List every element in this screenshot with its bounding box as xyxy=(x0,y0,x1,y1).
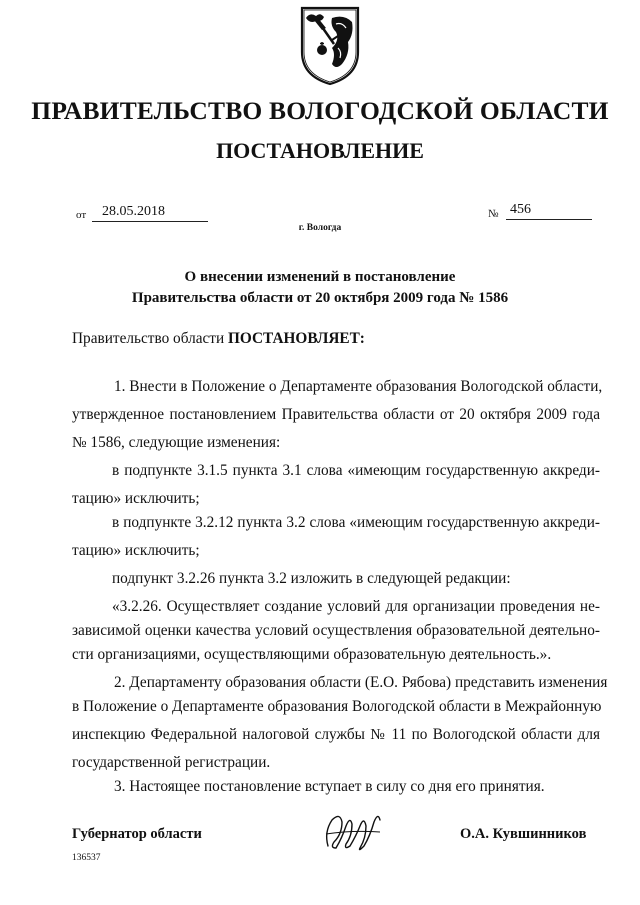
body-line-2: утвержденное постановлением Правительства области от 20 октября 2009 года xyxy=(72,406,600,423)
body-line-8: подпункт 3.2.26 пункта 3.2 изложить в следующей редакции: xyxy=(112,570,511,587)
date-prefix: от xyxy=(76,209,87,221)
document-date: 28.05.2018 xyxy=(102,204,165,219)
document-title xyxy=(0,267,640,309)
city: г. Вологда xyxy=(298,223,342,233)
signatory-name: О.А. Кувшинников xyxy=(460,826,587,842)
body-line-13: в Положение о Департаменте образования Вологодской области в Межрайонную xyxy=(72,698,602,715)
body-line-14: инспекцию Федеральной налоговой службы № 11 по Вологодской области для xyxy=(72,726,600,743)
title-line-1: О внесении изменений в постановление xyxy=(184,269,456,285)
organization-title: ПРАВИТЕЛЬСТВО ВОЛОГОДСКОЙ ОБЛАСТИ xyxy=(31,96,609,125)
lead-emphasis: ПОСТАНОВЛЯЕТ: xyxy=(228,330,365,347)
body-line-5: тацию» исключить; xyxy=(72,490,200,507)
document-type: ПОСТАНОВЛЕНИЕ xyxy=(216,138,424,163)
body-line-6: в подпункте 3.2.12 пункта 3.2 слова «имеющим государственную аккреди- xyxy=(112,514,600,531)
signatory-position: Губернатор области xyxy=(72,826,202,842)
coat-of-arms-icon xyxy=(298,4,362,88)
body-line-16: 3. Настоящее постановление вступает в силу со дня его принятия. xyxy=(114,778,545,795)
body-line-9: «3.2.26. Осуществляет создание условий для организации проведения не- xyxy=(112,598,600,615)
handwritten-signature-icon xyxy=(322,808,384,854)
body-line-15: государственной регистрации. xyxy=(72,754,271,771)
body-line-4: в подпункте 3.1.5 пункта 3.1 слова «имеющим государственную аккреди- xyxy=(112,462,600,479)
number-prefix: № xyxy=(488,208,499,220)
body-line-3: № 1586, следующие изменения: xyxy=(72,434,281,451)
body-line-10: зависимой оценки качества условий осуществления образовательной деятельно- xyxy=(72,622,600,639)
lead-text: Правительство области xyxy=(72,330,229,347)
title-line-2: Правительства области от 20 октября 2009 года № 1586 xyxy=(131,290,509,306)
body-line-7: тацию» исключить; xyxy=(72,542,200,559)
date-underline xyxy=(92,221,208,222)
document-code: 136537 xyxy=(72,853,101,863)
lead-paragraph xyxy=(72,330,365,348)
number-underline xyxy=(506,219,592,220)
document-number: 456 xyxy=(510,202,531,217)
body-line-1: 1. Внести в Положение о Департаменте образования Вологодской области, xyxy=(114,378,603,395)
body-line-11: сти организациями, осуществляющими образовательную деятельность.». xyxy=(72,646,552,663)
body-line-12: 2. Департаменту образования области (Е.О. Рябова) представить изменения xyxy=(114,674,608,691)
